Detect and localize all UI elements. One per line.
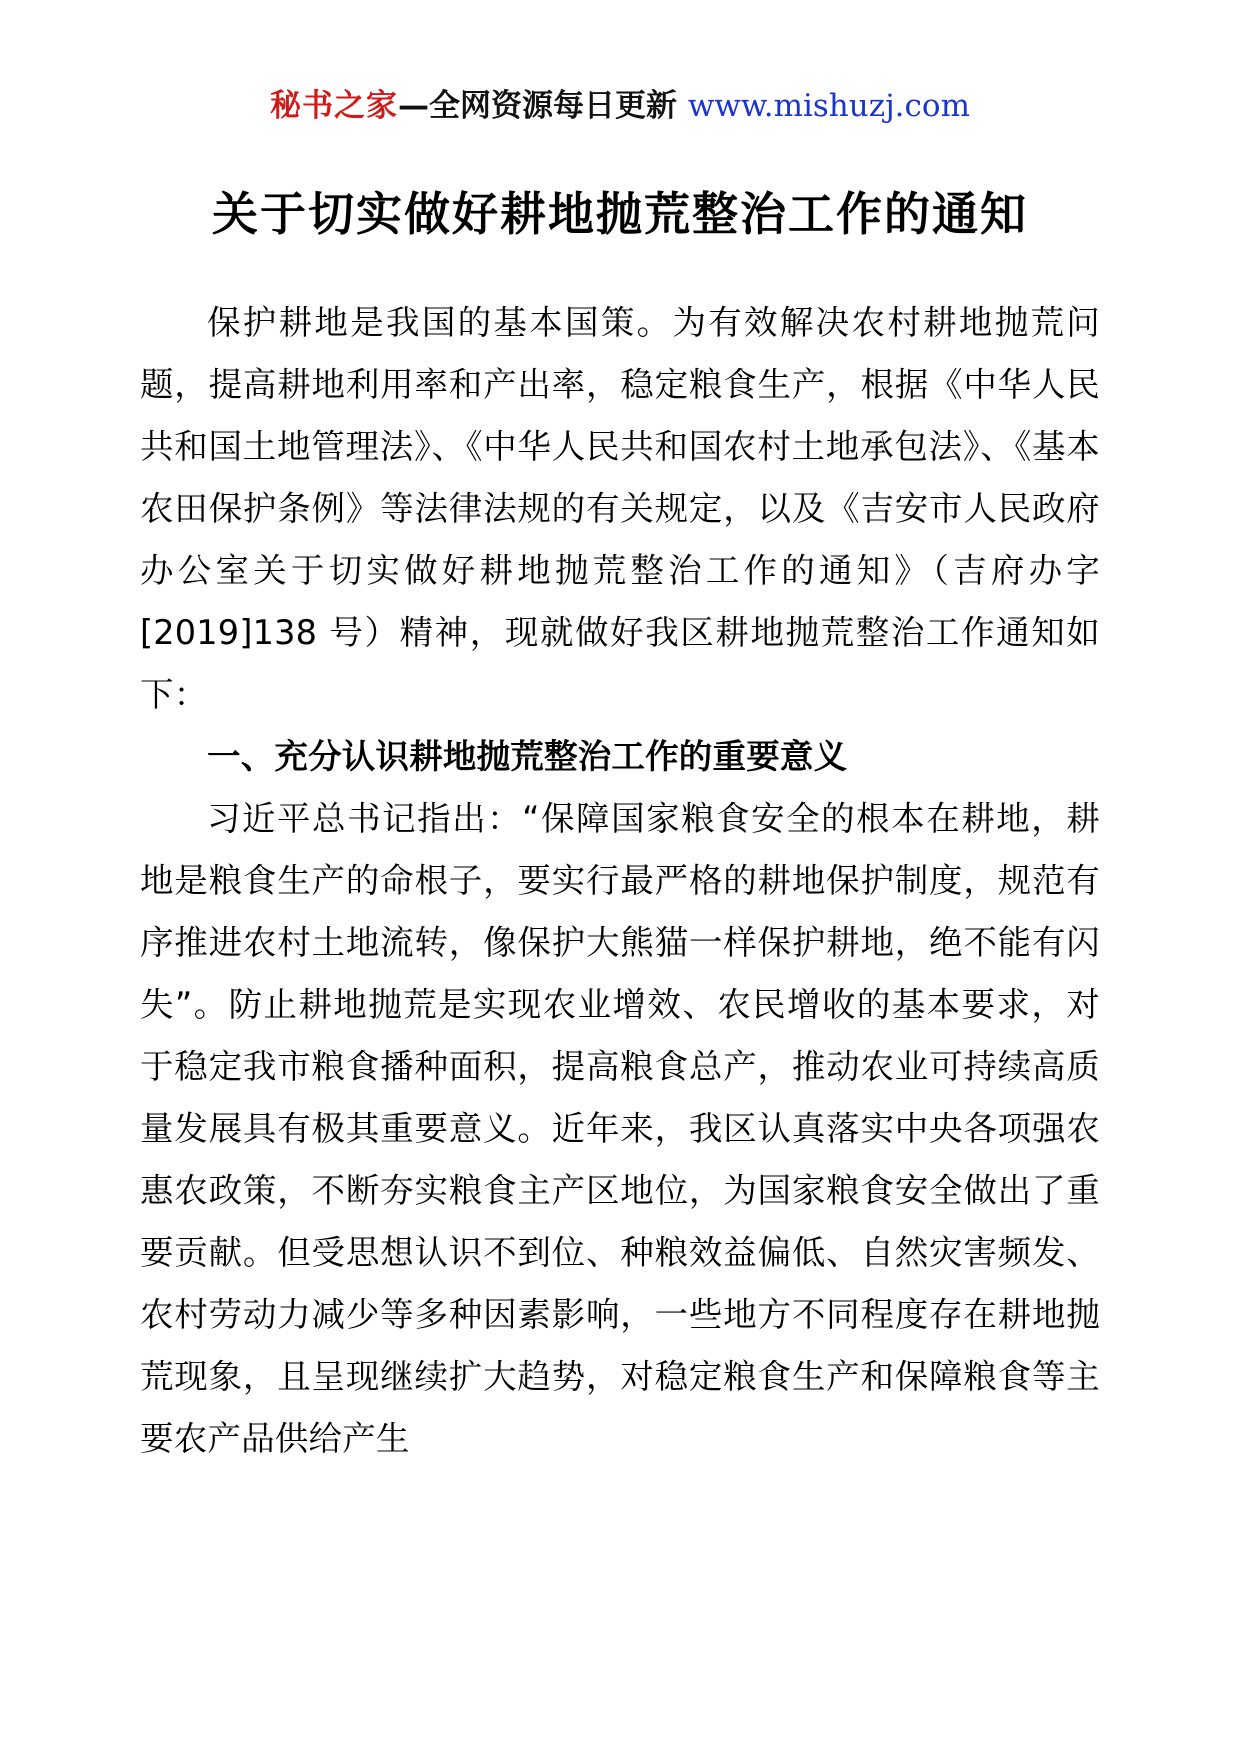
site-watermark [0, 86, 1240, 126]
paragraph-intro: 保护耕地是我国的基本国策。为有效解决农村耕地抛荒问题，提高耕地利用率和产出率，稳定粮食生产，根据《中华人民共和国土地管理法》、《中华人民共和国农村土地承包法》、《基本农田保护条例》等法律法规的有关规定，以及《吉安市人民政府办公室关于切实做好耕地抛荒整治工作的通知》（吉府办字[2019]138 号）精神，现就做好我区耕地抛荒整治工作通知如下： [140, 303, 1100, 714]
watermark-description: 全网资源每日更新 [429, 88, 688, 124]
watermark-separator: — [398, 88, 430, 124]
paragraph-section-1-body: 习近平总书记指出：“保障国家粮食安全的根本在耕地，耕地是粮食生产的命根子，要实行最严格的耕地保护制度，规范有序推进农村土地流转，像保护大熊猫一样保护耕地，绝不能有闪失”。防止耕地抛荒是实现农业增效、农民增收的基本要求，对于稳定我市粮食播种面积，提高粮食总产，推动农业可持续高质量发展具有极其重要意义。近年来，我区认真落实中央各项强农惠农政策，不断夯实粮食主产区地位，为国家粮食安全做出了重要贡献。但受思想认识不到位、种粮效益偏低、自然灾害频发、农村劳动力减少等多种因素影响，一些地方不同程度存在耕地抛荒现象，且呈现继续扩大趋势，对稳定粮食生产和保障粮食等主要农产品供给产生 [140, 799, 1100, 1458]
document-body [140, 292, 1100, 1470]
paragraph-section-1-heading: 一、充分认识耕地抛荒整治工作的重要意义 [207, 737, 848, 776]
page-title: 关于切实做好耕地抛荒整治工作的通知 [212, 187, 1028, 241]
watermark-url: www.mishuzj.com [687, 88, 970, 124]
watermark-brand: 秘书之家 [270, 88, 399, 124]
